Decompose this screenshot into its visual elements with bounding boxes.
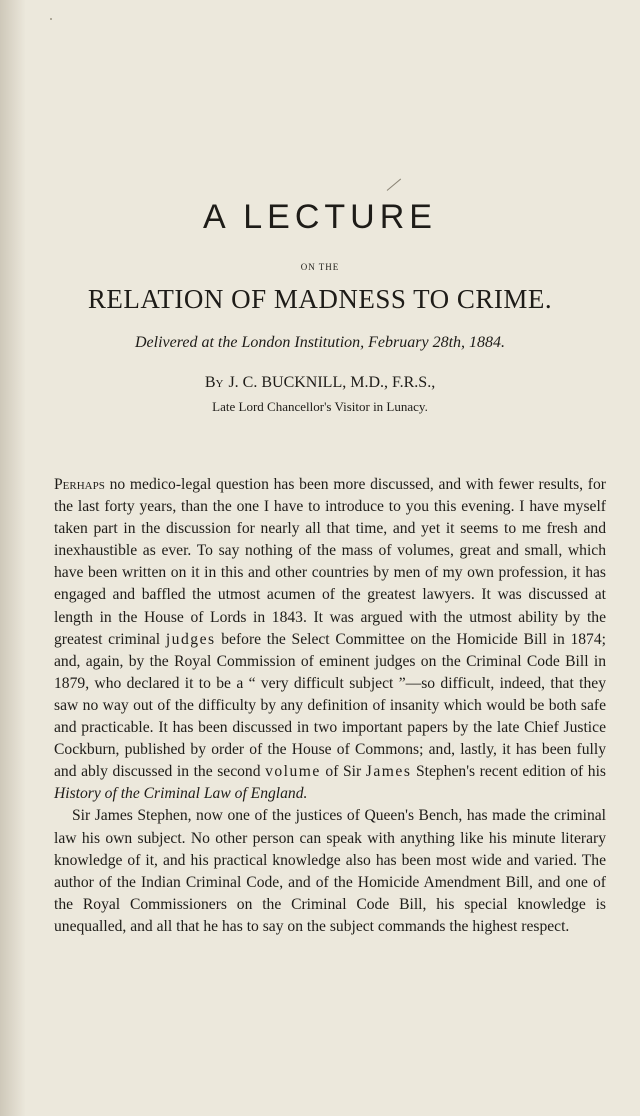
- lecture-body: [54, 474, 606, 938]
- delivery-line: Delivered at the London Institution, February 28th, 1884.: [134, 334, 506, 351]
- paragraph-2: Sir James Stephen, now one of the justices of Queen's Bench, has made the criminal law his own subject. No other person can speak with anything like his minute literary knowledge of it, and his practical knowledge also has been most wide and varied. The author of the Indian Criminal Code, and of the Homicide Amendment Bill, and one of the Royal Commissioners on the Criminal Code Bill, his special knowledge is unequalled, and all that he has to say on the subject commands the highest respect.: [54, 807, 606, 935]
- book-title: History of the Criminal Law of England.: [54, 785, 308, 803]
- paragraph-1-text-b: before the Select Committee on the Homicide Bill in 1874; and, again, by the Royal Commission of eminent judges on the Criminal Code Bill in 1879, who declared it to be a “ very difficult subject ”—so difficult, indeed, that they saw no way out of the difficulty by any definition of insanity which would be both safe and practicable. It has been discussed in two important papers by the late Chief Justice Cockburn, published by order of the House of Commons; and, lastly, it has been fully and ably discussed in the second: [54, 630, 606, 781]
- paragraph-1-text-a: no medico-legal question has been more discussed, and with fewer results, for the last forty years, than the one I have to introduce to you this evening. I have myself taken part in the discussion for nearly all that time, and yet it seems to me fresh and inexhaustible as ever. To say nothing of the mass of volumes, great and small, which have been written on it in this and other countries by men of my own profession, it has engaged and baffled the utmost acumen of the greatest lawyers. It was discussed at length in the House of Lords in 1843. It was argued with the utmost ability by the greatest criminal: [54, 476, 606, 648]
- lecture-title: A LECTURE: [203, 198, 437, 236]
- paragraph-1-judges: judges: [165, 630, 216, 648]
- lecture-subject: RELATION OF MADNESS TO CRIME.: [87, 284, 553, 314]
- author-line: [0, 374, 640, 392]
- paper-speck: [50, 18, 52, 20]
- pencil-mark: [387, 179, 401, 191]
- on-the-label: ON THE: [300, 262, 340, 272]
- author-name: J. C. BUCKNILL, M.D., F.R.S.,: [228, 374, 436, 391]
- paragraph-1-text-d: Stephen's recent edition of his: [411, 763, 606, 781]
- author-by: By: [204, 374, 224, 391]
- opening-word: Perhaps: [54, 476, 105, 493]
- paragraph-1-james: James: [365, 763, 412, 781]
- author-title: Late Lord Chancellor's Visitor in Lunacy.: [212, 399, 428, 414]
- page-gutter-shadow: [0, 0, 26, 1116]
- paragraph-1-text-c: of Sir: [320, 763, 366, 781]
- paragraph-1: [54, 474, 606, 805]
- paragraph-1-volume: volume: [265, 763, 321, 781]
